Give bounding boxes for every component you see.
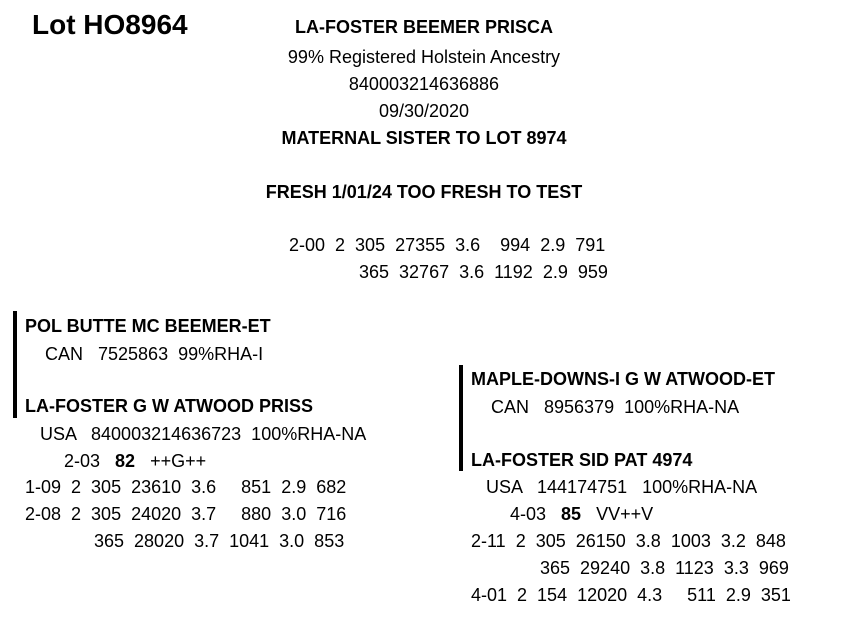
dam-dam-record-1: 2-11 2 305 26150 3.8 1003 3.2 848 <box>471 531 786 551</box>
dam-sire-bracket <box>459 365 463 420</box>
dam-record-2: 2-08 2 305 24020 3.7 880 3.0 716 <box>25 504 347 524</box>
sire-bracket <box>13 311 17 367</box>
dam-bracket <box>13 367 17 418</box>
cow-name: LA-FOSTER BEEMER PRISCA <box>294 17 553 37</box>
dam-classification <box>64 452 206 470</box>
dam-registration: USA 840003214636723 100%RHA-NA <box>40 424 367 444</box>
dam-dam-record-3: 4-01 2 154 12020 4.3 511 2.9 351 <box>471 585 791 605</box>
lot-number: Lot HO8964 <box>32 9 188 40</box>
dam-record-3: 365 28020 3.7 1041 3.0 853 <box>94 531 345 551</box>
cow-fresh: FRESH 1/01/24 TOO FRESH TO TEST <box>265 182 583 202</box>
dam-class-age: 2-03 <box>64 451 101 471</box>
dam-record-1: 1-09 2 305 23610 3.6 851 2.9 682 <box>25 477 347 497</box>
dam-class-code: ++G++ <box>150 451 207 471</box>
dam-dam-score: 85 <box>561 504 582 524</box>
dam-name: LA-FOSTER G W ATWOOD PRISS <box>25 396 313 416</box>
cow-birth-date: 09/30/2020 <box>378 101 470 121</box>
sire-registration: CAN 7525863 99%RHA-I <box>45 344 264 364</box>
dam-dam-class-age: 4-03 <box>510 504 547 524</box>
dam-dam-classification <box>510 505 653 523</box>
cow-record-2: 365 32767 3.6 1192 2.9 959 <box>359 262 608 282</box>
dam-dam-name: LA-FOSTER SID PAT 4974 <box>471 450 693 470</box>
dam-dam-registration: USA 144174751 100%RHA-NA <box>486 477 758 497</box>
cow-note: MATERNAL SISTER TO LOT 8974 <box>281 128 567 148</box>
dam-score: 82 <box>115 451 136 471</box>
dam-dam-class-code: VV++V <box>596 504 654 524</box>
dam-sire-registration: CAN 8956379 100%RHA-NA <box>491 397 740 417</box>
dam-dam-record-2: 365 29240 3.8 1123 3.3 969 <box>540 558 789 578</box>
cow-record-1: 2-00 2 305 27355 3.6 994 2.9 791 <box>289 235 606 255</box>
dam-dam-bracket <box>459 420 463 471</box>
dam-sire-name: MAPLE-DOWNS-I G W ATWOOD-ET <box>471 369 775 389</box>
sire-name: POL BUTTE MC BEEMER-ET <box>25 316 271 336</box>
cow-ancestry: 99% Registered Holstein Ancestry <box>287 47 561 67</box>
cow-id: 840003214636886 <box>348 74 500 94</box>
